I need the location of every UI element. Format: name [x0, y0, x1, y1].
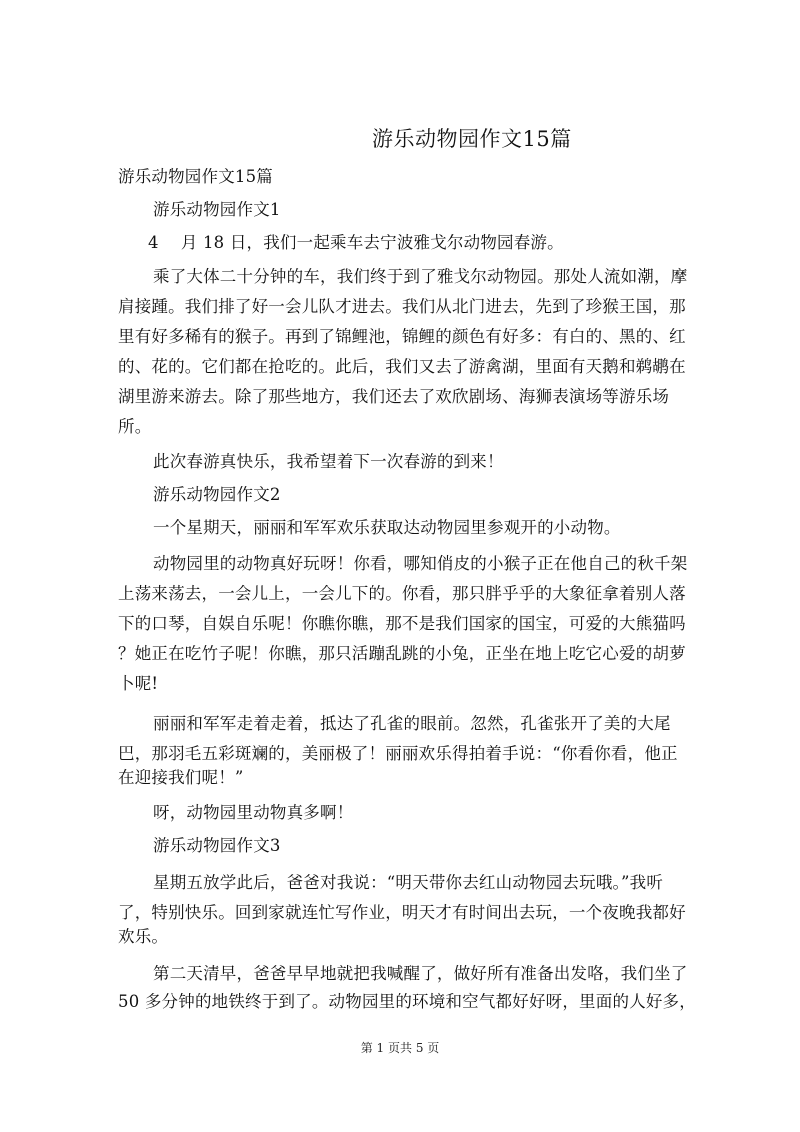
paragraph-line: 第二天清早，爸爸早早地就把我喊醒了，做好所有准备出发咯，我们坐了	[153, 964, 688, 983]
paragraph-line: ？她正在吃竹子呢！你瞧，那只活蹦乱跳的小兔，正坐在地上吃它心爱的胡萝	[118, 644, 686, 663]
paragraph-line: 了，特别快乐。回到家就连忙写作业，明天才有时间出去玩，一个夜晚我都好	[118, 903, 686, 922]
paragraph-line: 动物园里的动物真好玩呀！你看，哪知俏皮的小猴子正在他自己的秋千架	[153, 554, 688, 573]
paragraph-line: 乘了大体二十分钟的车，我们终于到了雅戈尔动物园。那处人流如潮，摩	[153, 267, 688, 286]
paragraph-line: 里有好多稀有的猴子。再到了锦鲤池，锦鲤的颜色有好多：有白的、黑的、红	[118, 327, 686, 346]
paragraph-line: 4 月 18 日，我们一起乘车去宁波雅戈尔动物园春游。	[148, 233, 564, 252]
paragraph-line: 所。	[118, 417, 152, 436]
paragraph-line: 在迎接我们呢！”	[118, 768, 244, 787]
document-title: 游乐动物园作文15篇	[372, 127, 572, 151]
paragraph-line: 一个星期天，丽丽和军军欢乐获取达动物园里参观开的小动物。	[153, 518, 621, 537]
paragraph-line: 丽丽和军军走着走着，抵达了孔雀的眼前。忽然，孔雀张开了美的大尾	[153, 714, 671, 733]
paragraph-line: 下的口琴，自娱自乐呢！你瞧你瞧，那不是我们国家的国宝，可爱的大熊猫吗	[118, 614, 686, 633]
section-heading: 游乐动物园作文3	[153, 836, 281, 855]
paragraph-line: 此次春游真快乐，我希望着下一次春游的到来！	[153, 452, 504, 471]
paragraph-line: 湖里游来游去。除了那些地方，我们还去了欢欣剧场、海狮表演场等游乐场	[118, 387, 670, 406]
section-heading: 游乐动物园作文2	[153, 485, 281, 504]
paragraph-line: 星期五放学此后，爸爸对我说：“明天带你去红山动物园去玩哦。”我听	[153, 873, 664, 892]
document-subtitle: 游乐动物园作文15篇	[118, 167, 273, 186]
paragraph-line: 欢乐。	[118, 927, 169, 946]
section-heading: 游乐动物园作文1	[153, 200, 281, 219]
paragraph-line: 肩接踵。我们排了好一会儿队才进去。我们从北门进去，先到了珍猴王国，那	[118, 297, 686, 316]
paragraph-line: 巴，那羽毛五彩斑斓的，美丽极了！丽丽欢乐得拍着手说：“你看你看，他正	[118, 744, 678, 763]
paragraph-line: 的、花的。它们都在抢吃的。此后，我们又去了游禽湖，里面有天鹅和鹈鹕在	[118, 357, 686, 376]
page-footer: 第 1 页共 5 页	[360, 1041, 440, 1055]
paragraph-line: 上荡来荡去，一会儿上，一会儿下的。你看，那只胖乎乎的大象征拿着别人落	[118, 584, 686, 603]
paragraph-line: 呀，动物园里动物真多啊！	[153, 803, 354, 822]
paragraph-line: 卜呢!	[118, 674, 159, 693]
paragraph-line: 50 多分钟的地铁终于到了。动物园里的环境和空气都好好呀，里面的人好多，	[118, 992, 696, 1011]
